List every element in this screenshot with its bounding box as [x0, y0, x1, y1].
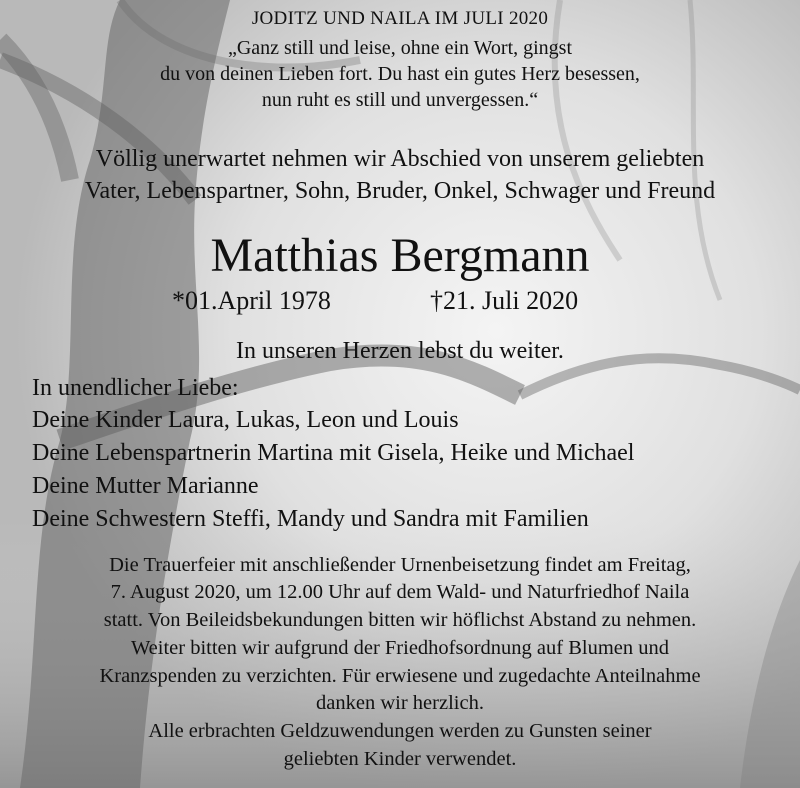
ceremony-info-line: Alle erbrachten Geldzuwendungen werden zu Gunsten seiner [148, 720, 652, 742]
death-date: †21. Juli 2020 [430, 286, 579, 315]
family-line: In unendlicher Liebe: [32, 375, 239, 401]
family-line: Deine Lebenspartnerin Martina mit Gisela, Heike und Michael [32, 440, 635, 466]
family-line: Deine Mutter Marianne [32, 473, 259, 499]
deceased-name: Matthias Bergmann [210, 229, 590, 282]
motto: In unseren Herzen lebst du weiter. [236, 338, 564, 364]
ceremony-info-line: danken wir herzlich. [316, 692, 484, 714]
ceremony-info-line: Kranzspenden zu verzichten. Für erwiesene und zugedachte Anteilnahme [99, 665, 701, 687]
birth-date: *01.April 1978 [172, 286, 331, 315]
header-place-date: JODITZ UND NAILA IM JULI 2020 [251, 8, 549, 29]
family-line: Deine Kinder Laura, Lukas, Leon und Louis [32, 407, 459, 433]
ceremony-info-line: geliebten Kinder verwendet. [283, 748, 517, 770]
family-line: Deine Schwestern Steffi, Mandy und Sandra mit Familien [32, 506, 589, 532]
ceremony-info-line: Die Trauerfeier mit anschließender Urnenbeisetzung findet am Freitag, [109, 554, 691, 576]
ceremony-info-line: Weiter bitten wir aufgrund der Friedhofsordnung auf Blumen und [130, 637, 670, 659]
intro-line: Vater, Lebenspartner, Sohn, Bruder, Onkel, Schwager und Freund [84, 178, 716, 204]
ceremony-info-line: 7. August 2020, um 12.00 Uhr auf dem Wald- und Naturfriedhof Naila [110, 581, 690, 603]
ceremony-info-line: statt. Von Beileidsbekundungen bitten wir höflichst Abstand zu nehmen. [103, 609, 697, 631]
poem-line: du von deinen Lieben fort. Du hast ein gutes Herz besessen, [160, 63, 640, 85]
intro-line: Völlig unerwartet nehmen wir Abschied von unserem geliebten [95, 146, 705, 172]
poem-line: „Ganz still und leise, ohne ein Wort, gingst [227, 37, 573, 59]
poem-line: nun ruht es still und unvergessen.“ [261, 89, 539, 111]
